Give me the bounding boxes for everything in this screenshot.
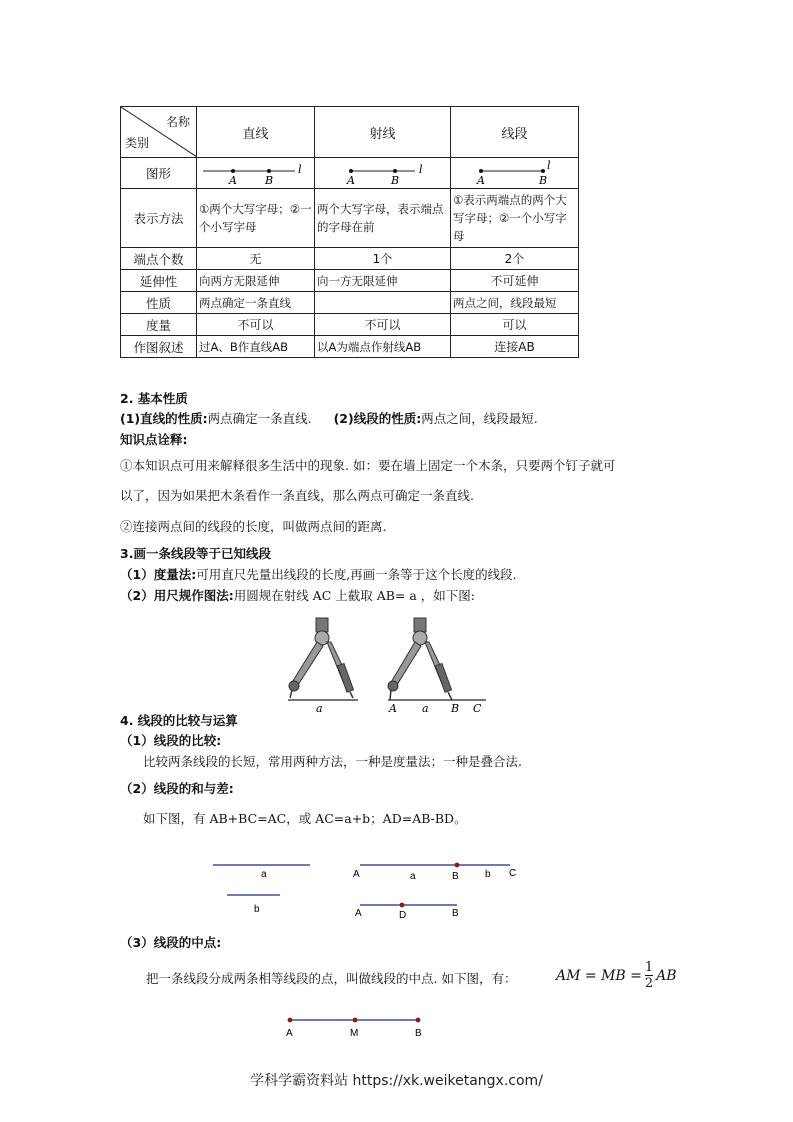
formula-rhs: AB <box>656 968 677 984</box>
paragraph: ②连接两点间的线段的长度，叫做两点间的距离. <box>120 519 387 534</box>
table-cell <box>315 292 451 314</box>
table-cell: 以A为端点作射线AB <box>315 336 451 358</box>
row-label: 端点个数 <box>121 248 197 270</box>
row-label: 作图叙述 <box>121 336 197 358</box>
table-row <box>121 270 579 292</box>
segment-figure-cell <box>451 158 579 189</box>
point-label: C <box>509 868 517 879</box>
table-cell: ①表示两端点的两个大写字母；②一个小写字母 <box>451 189 579 248</box>
point-m <box>353 1018 358 1023</box>
segment-label: b <box>254 904 260 915</box>
property-text: 两点确定一条直线. <box>207 411 312 426</box>
point-label: B <box>451 702 460 715</box>
property-label: (1)直线的性质: <box>120 411 208 426</box>
point-d <box>400 903 405 908</box>
point-label: A <box>229 173 237 185</box>
paragraph <box>120 411 538 427</box>
method-text: 可用直尺先量出线段的长度,再画一条等于这个长度的线段. <box>196 567 517 582</box>
midpoint-formula <box>556 961 677 991</box>
point-label: D <box>399 910 407 921</box>
corner-top-label: 名称 <box>165 115 190 129</box>
method-label: （1）度量法: <box>120 567 197 582</box>
compass-left-icon <box>289 618 354 698</box>
table-row <box>121 248 579 270</box>
table-cell: 无 <box>197 248 315 270</box>
row-label: 延伸性 <box>121 270 197 292</box>
line-figure-cell <box>197 158 315 189</box>
paragraph: 把一条线段分成两条相等线段的点，叫做线段的中点. 如下图，有： <box>146 971 517 986</box>
table-row <box>121 336 579 358</box>
row-label: 图形 <box>121 158 197 189</box>
point-label: C <box>473 702 482 715</box>
midpoint-figure <box>280 1012 430 1042</box>
column-header: 射线 <box>315 107 451 158</box>
point-label: B <box>415 1028 422 1039</box>
point-b <box>416 1018 421 1023</box>
subheading: （1）线段的比较: <box>120 733 222 748</box>
compass-figure <box>280 612 490 716</box>
property-text: 两点之间，线段最短. <box>421 411 538 426</box>
table-header-row <box>121 107 579 158</box>
paragraph: 以了，因为如果把木条看作一条直线，那么两点可确定一条直线. <box>120 488 474 503</box>
segment-label: a <box>261 869 267 880</box>
note-heading: 知识点诠释: <box>120 432 188 447</box>
point-label: M <box>350 1028 359 1039</box>
table-cell: 两点之间，线段最短 <box>451 292 579 314</box>
table-cell: 不可以 <box>197 314 315 336</box>
table-cell: 连接AB <box>451 336 579 358</box>
table-cell: 不可以 <box>315 314 451 336</box>
footer-watermark: 学科学霸资料站 https://xk.weiketangx.com/ <box>250 1073 543 1089</box>
row-label: 表示方法 <box>121 189 197 248</box>
point-label: A <box>355 908 362 919</box>
paragraph <box>120 567 517 583</box>
ray-figure-cell <box>315 158 451 189</box>
line-label: l <box>298 162 302 176</box>
table-cell: 可以 <box>451 314 579 336</box>
method-text: 用圆规在射线 AC 上截取 AB= a ，如下图: <box>233 588 476 603</box>
segment-label: a <box>422 702 429 715</box>
compass-right-icon <box>388 618 452 700</box>
fraction-numerator: 1 <box>644 960 654 975</box>
method-label: （2）用尺规作图法: <box>120 588 234 603</box>
sum-difference-figure <box>200 855 540 925</box>
line-figure <box>199 159 311 185</box>
table-cell: 两点确定一条直线 <box>197 292 315 314</box>
segment-label: l <box>547 158 551 172</box>
property-label: (2)线段的性质: <box>333 411 422 426</box>
ray-label: l <box>419 162 423 176</box>
segment-label: b <box>485 869 491 880</box>
table-cell: 向一方无限延伸 <box>315 270 451 292</box>
section-heading: 3.画一条线段等于已知线段 <box>120 546 271 561</box>
column-header: 直线 <box>197 107 315 158</box>
point-b <box>455 863 460 868</box>
paragraph: 比较两条线段的长短，常用两种方法，一种是度量法；一种是叠合法. <box>143 754 522 769</box>
table-cell: 两个大写字母，表示端点的字母在前 <box>315 189 451 248</box>
point-label: B <box>265 173 274 185</box>
point-label: A <box>389 702 397 715</box>
paragraph: ①本知识点可用来解释很多生活中的现象. 如：要在墙上固定一个木条，只要两个钉子就可 <box>120 458 616 473</box>
corner-bottom-label: 类别 <box>125 136 150 150</box>
paragraph <box>120 588 475 604</box>
point-a <box>288 1018 293 1023</box>
segment-figure <box>453 159 575 185</box>
table-cell: 1个 <box>315 248 451 270</box>
table-cell: 过A、B作直线AB <box>197 336 315 358</box>
comparison-table <box>120 106 579 358</box>
table-cell: 2个 <box>451 248 579 270</box>
segment-label: a <box>410 871 416 882</box>
fraction-denominator: 2 <box>644 976 654 991</box>
point-label: B <box>539 173 548 185</box>
formula-lhs: AM = MB = <box>556 968 642 984</box>
point-label: A <box>286 1028 293 1039</box>
point-label: B <box>452 871 459 882</box>
point-label: A <box>353 869 360 880</box>
point-label: A <box>347 173 355 185</box>
paragraph: 如下图，有 AB+BC=AC，或 AC=a+b；AD=AB-BD。 <box>143 811 467 826</box>
table-cell: 不可延伸 <box>451 270 579 292</box>
row-label: 性质 <box>121 292 197 314</box>
section-heading: 2. 基本性质 <box>120 391 188 406</box>
fraction <box>645 961 653 991</box>
point-label: A <box>477 173 485 185</box>
column-header: 线段 <box>451 107 579 158</box>
point-label: B <box>452 908 459 919</box>
table-row <box>121 314 579 336</box>
table-cell: ①两个大写字母；②一个小写字母 <box>197 189 315 248</box>
corner-cell <box>121 107 197 158</box>
subheading: （3）线段的中点: <box>120 935 222 950</box>
segment-label: a <box>316 702 323 715</box>
table-row <box>121 189 579 248</box>
table-row <box>121 158 579 189</box>
subheading: （2）线段的和与差: <box>120 781 234 796</box>
point-label: B <box>391 173 400 185</box>
table-row <box>121 292 579 314</box>
row-label: 度量 <box>121 314 197 336</box>
table-cell: 向两方无限延伸 <box>197 270 315 292</box>
ray-figure <box>317 159 447 185</box>
section-heading: 4. 线段的比较与运算 <box>120 713 238 728</box>
